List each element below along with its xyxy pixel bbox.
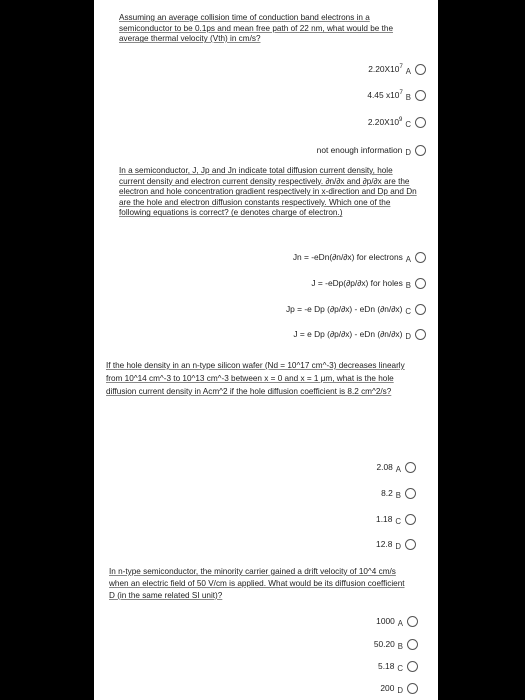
- q2-option-a-letter: A: [405, 255, 411, 264]
- q4-option-d-letter: D: [397, 686, 403, 695]
- quiz-page: [94, 0, 438, 700]
- q3-option-b-letter: B: [395, 491, 401, 500]
- q1-option-c[interactable]: [368, 115, 426, 129]
- q1-option-b-text: 4.45 $x10^7$: [367, 90, 403, 100]
- q1-option-c-letter: C: [405, 120, 411, 129]
- q4-option-d-radio[interactable]: [407, 683, 418, 694]
- q2-option-d-letter: D: [405, 332, 411, 341]
- q1-option-a-radio[interactable]: [415, 64, 426, 75]
- q1-option-d-text: not enough information: [316, 145, 403, 155]
- q1-option-d-radio[interactable]: [415, 145, 426, 156]
- q4-option-d-text: 200: [380, 683, 395, 693]
- q4-option-b-text: 50.20: [373, 639, 395, 649]
- q1-option-c-text: $2.20X10^9$: [367, 117, 403, 127]
- q1-option-d[interactable]: [317, 143, 426, 157]
- q3-option-d-text: 12.8: [376, 539, 393, 549]
- q3-option-b-radio[interactable]: [405, 488, 416, 499]
- q3-option-a[interactable]: [376, 460, 416, 474]
- question-1-text: Assuming an average collision time of conduction band electrons in a semiconductor to be 0.1ps and mean free path of 22 nm, what would be the average thermal velocity (Vth) in cm/s?: [119, 13, 393, 44]
- q1-option-c-radio[interactable]: [415, 117, 426, 128]
- q3-option-c-letter: C: [395, 517, 401, 526]
- q3-option-c[interactable]: [376, 512, 416, 526]
- q3-option-b[interactable]: [381, 486, 416, 500]
- q2-option-a-text: Jn = -eDn(∂n/∂x) for electrons: [292, 252, 403, 262]
- q1-option-a-letter: A: [405, 67, 411, 76]
- q2-option-b-radio[interactable]: [415, 278, 426, 289]
- q1-option-b-letter: B: [405, 93, 411, 102]
- q3-option-a-radio[interactable]: [405, 462, 416, 473]
- q2-option-a[interactable]: [293, 250, 426, 264]
- q2-option-a-radio[interactable]: [415, 252, 426, 263]
- q4-option-b[interactable]: [374, 637, 418, 651]
- q2-option-d-text: J = e Dp (∂p/∂x) - eDn (∂n/∂x): [293, 329, 403, 339]
- q2-option-c[interactable]: [286, 302, 426, 316]
- q3-option-c-text: 1.18: [376, 514, 393, 524]
- q2-option-b-text: J = -eDp(∂p/∂x) for holes: [311, 278, 403, 288]
- q3-option-a-letter: A: [395, 465, 401, 474]
- q4-option-c[interactable]: [378, 659, 418, 673]
- q3-option-d-letter: D: [395, 542, 401, 551]
- q4-option-a-letter: A: [397, 619, 403, 628]
- q2-option-c-letter: C: [405, 307, 411, 316]
- q3-option-b-text: 8.2: [381, 488, 393, 498]
- q4-option-a[interactable]: [376, 614, 418, 628]
- q4-option-a-radio[interactable]: [407, 616, 418, 627]
- q3-option-a-text: 2.08: [376, 462, 393, 472]
- q1-option-a-text: $2.20X10^7$: [368, 64, 403, 74]
- q4-option-c-radio[interactable]: [407, 661, 418, 672]
- q4-option-c-letter: C: [397, 664, 403, 673]
- question-3-text: If the hole density in an n-type silicon wafer (Nd = 10^17 cm^-3) decreases linearly from 10^14 cm^-3 to 10^13 cm^-3 between x = 0 and x = 1 μm, what is the hole diffusion current density in Acm^2 if the hole diffusion coefficient is 8.2 cm^2/s?: [106, 361, 405, 396]
- q1-option-d-letter: D: [405, 148, 411, 157]
- q1-option-b[interactable]: [367, 88, 426, 102]
- q4-option-a-text: 1000: [376, 616, 395, 626]
- q1-option-a[interactable]: [368, 62, 426, 76]
- q1-option-b-radio[interactable]: [415, 90, 426, 101]
- q3-option-c-radio[interactable]: [405, 514, 416, 525]
- q2-option-d[interactable]: [293, 327, 426, 341]
- question-2-text: In a semiconductor, J, Jp and Jn indicate total diffusion current density, hole current density and electron current density respectively. ∂n/∂x and ∂p/∂x are the electron and hole concentration gradient respectively in x-direction and Dp and Dn are the hole and electron diffusion constants respectively. Which one of the following equations is correct? (e denotes charge of electron.): [119, 166, 417, 218]
- q2-option-c-radio[interactable]: [415, 304, 426, 315]
- q2-option-c-text: Jp = -e Dp (∂p/∂x) - eDn (∂n/∂x): [285, 304, 403, 314]
- q4-option-c-text: 5.18: [378, 661, 395, 671]
- q3-option-d[interactable]: [376, 537, 416, 551]
- q2-option-d-radio[interactable]: [415, 329, 426, 340]
- q2-option-b-letter: B: [405, 281, 411, 290]
- q4-option-b-letter: B: [397, 642, 403, 651]
- q2-option-b[interactable]: [311, 276, 426, 290]
- q4-option-d[interactable]: [380, 681, 418, 695]
- q4-option-b-radio[interactable]: [407, 639, 418, 650]
- q3-option-d-radio[interactable]: [405, 539, 416, 550]
- question-4-text: In n-type semiconductor, the minority carrier gained a drift velocity of 10^4 cm/s when an electric field of 50 V/cm is applied. What would be its diffusion coefficient D (in the same related SI unit)?: [109, 567, 405, 600]
